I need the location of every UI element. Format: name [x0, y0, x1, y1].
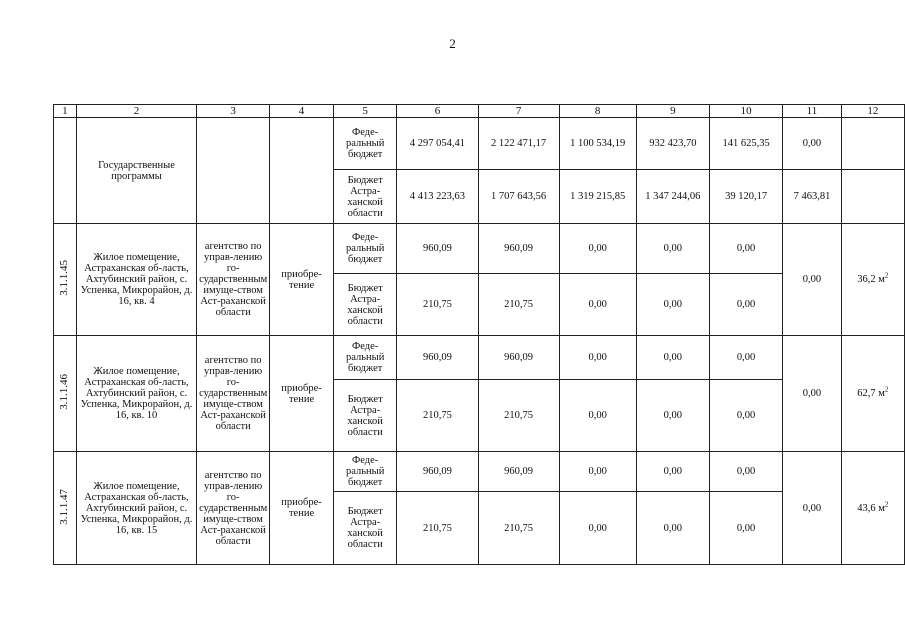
amount-cell: 2 122 471,17	[478, 118, 559, 170]
item-federal-row	[54, 224, 905, 274]
amount-cell: 0,00	[709, 224, 782, 274]
funding-source: Бюджет Астра-ханской области	[333, 492, 397, 565]
amount-cell: 0,00	[559, 274, 636, 336]
amount-cell: 210,75	[478, 274, 559, 336]
funding-source: Феде-ральный бюджет	[333, 336, 397, 380]
column-number: 10	[709, 105, 782, 118]
column-number: 1	[54, 105, 77, 118]
amount-cell: 0,00	[559, 452, 636, 492]
item-code: 3.1.1.46	[54, 336, 77, 452]
amount-cell: 210,75	[397, 492, 478, 565]
amount-cell: 1 319 215,85	[559, 170, 636, 224]
empty-cell	[54, 118, 77, 224]
amount-cell: 141 625,35	[709, 118, 782, 170]
item-federal-row	[54, 336, 905, 380]
item-federal-row	[54, 452, 905, 492]
amount-cell: 960,09	[397, 452, 478, 492]
amount-cell: 0,00	[709, 452, 782, 492]
summary-federal-row	[54, 118, 905, 170]
amount-cell: 960,09	[397, 336, 478, 380]
funding-source: Бюджет Астра-ханской области	[333, 274, 397, 336]
item-code: 3.1.1.47	[54, 452, 77, 565]
amount-cell: 0,00	[709, 274, 782, 336]
amount-cell: 932 423,70	[636, 118, 709, 170]
item-action: приобре-тение	[270, 336, 334, 452]
column-number: 3	[197, 105, 270, 118]
amount-cell: 0,00	[559, 380, 636, 452]
amount-cell: 210,75	[397, 274, 478, 336]
col11-value: 0,00	[783, 224, 842, 336]
funding-source: Феде-ральный бюджет	[333, 224, 397, 274]
summary-title: Государственные программы	[76, 118, 196, 224]
amount-cell: 210,75	[478, 492, 559, 565]
amount-cell: 0,00	[709, 492, 782, 565]
amount-cell: 7 463,81	[783, 170, 842, 224]
amount-cell: 4 413 223,63	[397, 170, 478, 224]
funding-source: Феде-ральный бюджет	[333, 452, 397, 492]
item-object: Жилое помещение, Астраханская об-ласть, Ахтубинский район, с. Успенка, Микрорайон, д. 16, кв. 15	[76, 452, 196, 565]
empty-cell	[841, 118, 904, 170]
amount-cell: 0,00	[559, 224, 636, 274]
area-cell: 36,2 $м^2$	[841, 224, 904, 336]
item-agency: агентство по управ-лению го-сударственным имуще-ством Аст-раханской области	[197, 452, 270, 565]
funding-source: Бюджет Астра-ханской области	[333, 170, 397, 224]
item-action: приобре-тение	[270, 224, 334, 336]
col11-value: 0,00	[783, 452, 842, 565]
amount-cell: 0,00	[636, 336, 709, 380]
column-number: 12	[841, 105, 904, 118]
column-number: 9	[636, 105, 709, 118]
empty-cell	[270, 118, 334, 224]
area-cell: 62,7 $м^2$	[841, 336, 904, 452]
amount-cell: 0,00	[783, 118, 842, 170]
amount-cell: 1 347 244,06	[636, 170, 709, 224]
item-agency: агентство по управ-лению го-сударственным имуще-ством Аст-раханской области	[197, 224, 270, 336]
item-action: приобре-тение	[270, 452, 334, 565]
column-number: 5	[333, 105, 397, 118]
amount-cell: 0,00	[559, 336, 636, 380]
amount-cell: 39 120,17	[709, 170, 782, 224]
funding-source: Бюджет Астра-ханской области	[333, 380, 397, 452]
amount-cell: 0,00	[636, 492, 709, 565]
empty-cell	[841, 170, 904, 224]
amount-cell: 1 100 534,19	[559, 118, 636, 170]
amount-cell: 0,00	[636, 452, 709, 492]
column-number: 11	[783, 105, 842, 118]
item-object: Жилое помещение, Астраханская об-ласть, Ахтубинский район, с. Успенка, Микрорайон, д. 16, кв. 4	[76, 224, 196, 336]
amount-cell: 0,00	[709, 380, 782, 452]
amount-cell: 1 707 643,56	[478, 170, 559, 224]
amount-cell: 0,00	[636, 380, 709, 452]
amount-cell: 960,09	[478, 336, 559, 380]
item-agency: агентство по управ-лению го-сударственным имуще-ством Аст-раханской области	[197, 336, 270, 452]
item-object: Жилое помещение, Астраханская об-ласть, Ахтубинский район, с. Успенка, Микрорайон, д. 16, кв. 10	[76, 336, 196, 452]
budget-table	[53, 104, 905, 565]
amount-cell: 0,00	[709, 336, 782, 380]
amount-cell: 0,00	[559, 492, 636, 565]
amount-cell: 210,75	[397, 380, 478, 452]
empty-cell	[197, 118, 270, 224]
page-number: 2	[449, 36, 456, 51]
amount-cell: 960,09	[478, 224, 559, 274]
funding-source: Феде-ральный бюджет	[333, 118, 397, 170]
col11-value: 0,00	[783, 336, 842, 452]
column-number: 7	[478, 105, 559, 118]
column-number: 8	[559, 105, 636, 118]
area-cell: 43,6 $м^2$	[841, 452, 904, 565]
column-number: 4	[270, 105, 334, 118]
column-number-row	[54, 105, 905, 118]
amount-cell: 0,00	[636, 274, 709, 336]
amount-cell: 0,00	[636, 224, 709, 274]
amount-cell: 960,09	[397, 224, 478, 274]
amount-cell: 4 297 054,41	[397, 118, 478, 170]
item-code: 3.1.1.45	[54, 224, 77, 336]
amount-cell: 210,75	[478, 380, 559, 452]
column-number: 6	[397, 105, 478, 118]
column-number: 2	[76, 105, 196, 118]
amount-cell: 960,09	[478, 452, 559, 492]
